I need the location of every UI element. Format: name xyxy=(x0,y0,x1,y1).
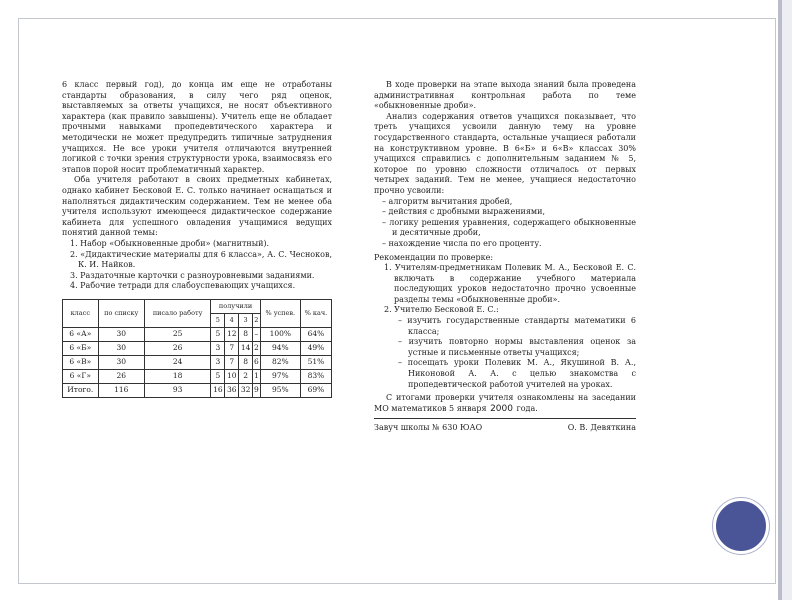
table-cell: 30 xyxy=(98,327,144,341)
table-cell: 24 xyxy=(144,355,211,369)
right-edge-strip xyxy=(781,0,792,600)
left-paragraph-1: 6 класс первый год), до конца им еще не отработаны стандарты образования, в силу чего ряд оценок, выставляемых за ответы учащихся, не носят объективного характера (как правило завышены). Учитель еще не обладает прочными навыками пропедевтического характера и методически не может предупредить типичные затруднения учащихся. Не все уроки учителя отличаются внутренней логикой с точки зрения структурности урока, взаимосвязь его этапов порой носит проблематичный характер. xyxy=(62,80,332,174)
table-cell: 116 xyxy=(98,383,144,397)
table-cell: 6 «А» xyxy=(63,327,99,341)
table-cell: 14 xyxy=(239,341,253,355)
header-wrote: писало работу xyxy=(144,299,211,327)
list-item: – алгоритм вычитания дробей, xyxy=(382,196,513,206)
table-cell: 8 xyxy=(239,327,253,341)
table-cell: 95% xyxy=(260,383,300,397)
header-received: получили xyxy=(211,299,260,313)
list-item: 4. Рабочие тетради для слабоуспевающих учащихся. xyxy=(70,281,296,291)
recommendations-title: Рекомендации по проверке: xyxy=(374,252,494,262)
signature-line xyxy=(374,423,636,434)
table-cell: 69% xyxy=(300,383,331,397)
table-cell: 2 xyxy=(253,341,261,355)
table-cell: 94% xyxy=(260,341,300,355)
recommendation-2: 2. Учителю Бесковой Е. С.: xyxy=(384,305,499,315)
table-cell: 5 xyxy=(211,369,225,383)
table-cell: 64% xyxy=(300,327,331,341)
header-class: класс xyxy=(63,299,99,327)
list-item: – нахождение числа по его проценту. xyxy=(382,238,542,248)
table-cell: 30 xyxy=(98,341,144,355)
table-cell: 7 xyxy=(225,341,239,355)
table-cell: 8 xyxy=(239,355,253,369)
table-cell: 16 xyxy=(211,383,225,397)
table-cell: 1 xyxy=(253,369,261,383)
table-cell: 26 xyxy=(98,369,144,383)
table-row xyxy=(63,327,332,341)
table-cell: 6 «Г» xyxy=(63,369,99,383)
list-item: 2. «Дидактические материалы для 6 класса», А. С. Чесноков, К. И. Найков. xyxy=(70,249,332,270)
table-row xyxy=(63,355,332,369)
header-success: % успев. xyxy=(260,299,300,327)
table-row-total xyxy=(63,383,332,397)
list-item: – изучить государственные стандарты математики 6 класса; xyxy=(398,316,636,336)
right-paragraph-2: Анализ содержания ответов учащихся показывает, что треть учащихся усвоили данную тему на уровне государственного стандарта, остальные учащиеся работали на конструктивном уровне. В 6«Б» и 6«В» классах 30% учащихся справились с дополнительным заданием № 5, которое по уровню сложности отличалось от первых четырех заданий. Тем не менее, учащиеся недостаточно прочно усвоили: xyxy=(374,111,636,195)
year-overlay: 2000 xyxy=(490,403,513,414)
table-cell: 100% xyxy=(260,327,300,341)
list-item: – изучить повторно нормы выставления оценок за устные и письменные ответы учащихся; xyxy=(398,337,636,357)
table-cell: 97% xyxy=(260,369,300,383)
table-cell: 12 xyxy=(225,327,239,341)
table-cell: 3 xyxy=(211,355,225,369)
grade-header: 2 xyxy=(253,313,261,327)
table-cell: 25 xyxy=(144,327,211,341)
left-page-scan xyxy=(62,80,332,420)
grade-header: 4 xyxy=(225,313,239,327)
table-cell: 7 xyxy=(225,355,239,369)
table-cell: Итого. xyxy=(63,383,99,397)
divider xyxy=(374,418,636,419)
list-item: – действия с дробными выражениями, xyxy=(382,207,546,217)
left-paragraph-2: Оба учителя работают в своих предметных кабинетах, однако кабинет Бесковой Е. С. только начинает оснащаться и наполняться дидактическим содержанием. Тем не менее оба учителя используют имеющееся дидактическое содержание кабинета для успешного овладения учащимися ведущих понятий данной темы: xyxy=(62,175,332,238)
list-item: – посещать уроки Полевик М. А., Якушиной В. А., Никоновой А. А. с целью знакомства с пропедевтической работой учителей на уроках. xyxy=(398,358,636,389)
table-cell: 18 xyxy=(144,369,211,383)
table-cell: 51% xyxy=(300,355,331,369)
table-cell: 83% xyxy=(300,369,331,383)
grade-header: 3 xyxy=(239,313,253,327)
right-paragraph-1: В ходе проверки на этапе выхода знаний была проведена административная контрольная работа по теме «обыкновенные дроби». xyxy=(374,80,636,111)
table-cell: 36 xyxy=(225,383,239,397)
right-edge-rail xyxy=(778,0,782,600)
table-cell: – xyxy=(253,327,261,341)
grade-header: 5 xyxy=(211,313,225,327)
list-item: 3. Раздаточные карточки с разноуровневыми заданиями. xyxy=(70,270,315,280)
table-cell: 82% xyxy=(260,355,300,369)
recommendation-1: 1. Учителям-предметникам Полевик М. А., Бесковой Е. С. включать в содержание учебного материала последующих уроков недостаточно прочно усвоенные разделы темы «Обыкновенные дроби». xyxy=(384,263,636,304)
right-page-scan xyxy=(374,80,636,433)
table-row xyxy=(63,341,332,355)
table-cell: 5 xyxy=(211,327,225,341)
signature-position: Завуч школы № 630 ЮАО xyxy=(374,423,483,433)
table-cell: 26 xyxy=(144,341,211,355)
list-item: – логику решения уравнения, содержащего обыкновенные и десятичные дроби, xyxy=(382,217,636,238)
table-cell: 49% xyxy=(300,341,331,355)
header-by-list: по списку xyxy=(98,299,144,327)
table-cell: 30 xyxy=(98,355,144,369)
table-cell: 32 xyxy=(239,383,253,397)
table-cell: 6 «В» xyxy=(63,355,99,369)
table-cell: 10 xyxy=(225,369,239,383)
table-cell: 2 xyxy=(239,369,253,383)
table-row xyxy=(63,369,332,383)
table-cell: 3 xyxy=(211,341,225,355)
final-text: С итогами проверки учителя ознакомлены на заседании МО математиков 5 января xyxy=(374,393,636,413)
decorative-circle xyxy=(713,498,769,554)
final-paragraph xyxy=(374,393,636,414)
table-cell: 9 xyxy=(253,383,261,397)
list-item: 1. Набор «Обыкновенные дроби» (магнитный). xyxy=(70,238,270,248)
table-cell: 93 xyxy=(144,383,211,397)
table-cell: 6 xyxy=(253,355,261,369)
signature-name: О. В. Девяткина xyxy=(567,423,636,433)
results-table xyxy=(62,299,332,398)
table-cell: 6 «Б» xyxy=(63,341,99,355)
final-text-end: года. xyxy=(516,403,538,413)
header-quality: % кач. xyxy=(300,299,331,327)
